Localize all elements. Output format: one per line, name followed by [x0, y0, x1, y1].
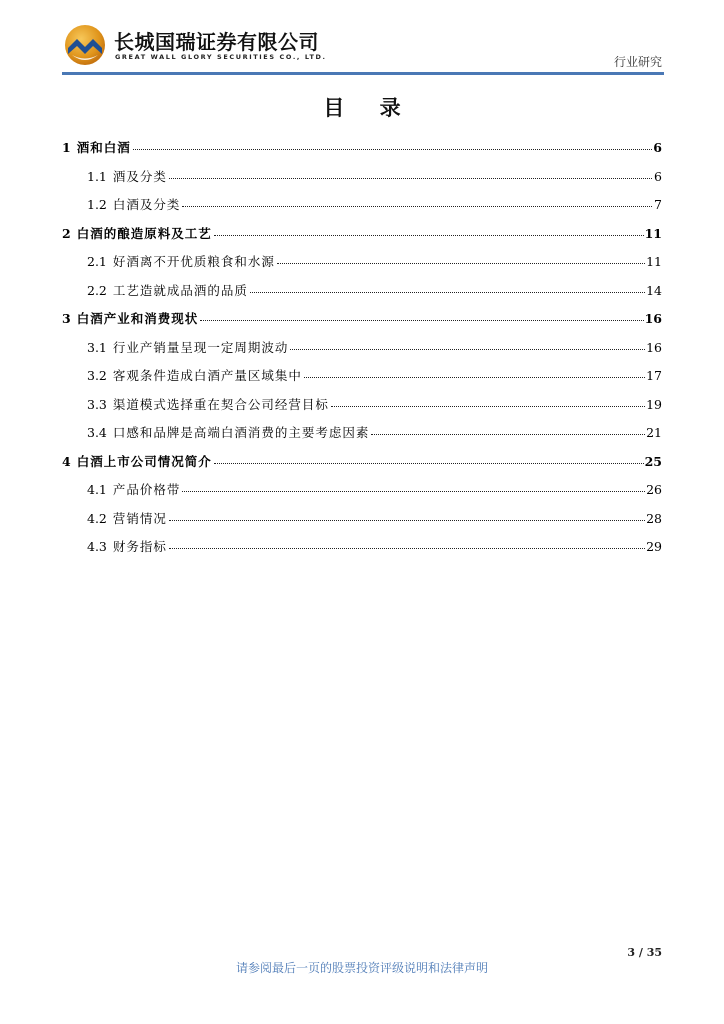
- toc-entry-label: 产品价格带: [112, 482, 181, 497]
- toc-section-entry[interactable]: [62, 509, 662, 538]
- toc-entry-page: 26: [646, 482, 662, 497]
- company-name-en: GREAT WALL GLORY SECURITIES CO., LTD.: [115, 53, 327, 61]
- toc-section-entry[interactable]: [62, 281, 662, 310]
- page-header: [62, 20, 664, 78]
- toc-entry-page: 6: [653, 140, 662, 155]
- report-category: 行业研究: [613, 55, 662, 69]
- toc-entry-label: 白酒产业和消费现状: [76, 311, 199, 326]
- toc-entry-page: 7: [654, 197, 662, 212]
- toc-entry-label: 白酒的酿造原料及工艺: [76, 225, 212, 241]
- toc-entry-page: 21: [646, 425, 662, 440]
- toc-dot-leader: [169, 165, 652, 179]
- toc-dot-leader: [214, 450, 644, 464]
- toc-entry-label: 渠道模式选择重在契合公司经营目标: [112, 396, 329, 412]
- toc-entry-label: 财务指标: [112, 539, 167, 554]
- toc-chapter-entry[interactable]: [62, 452, 662, 481]
- toc-entry-number: 3.2: [87, 368, 107, 383]
- toc-entry-number: 1: [62, 140, 71, 155]
- toc-entry-page: 16: [644, 311, 662, 326]
- toc-chapter-entry[interactable]: [62, 138, 662, 167]
- toc-entry-number: 2.2: [87, 282, 107, 298]
- toc-entry-page: 19: [646, 396, 662, 412]
- company-name-cn: 长城国瑞证券有限公司: [114, 30, 319, 54]
- toc-section-entry[interactable]: [62, 537, 662, 566]
- footer-disclaimer[interactable]: 请参阅最后一页的股票投资评级说明和法律声明: [235, 961, 488, 975]
- toc-entry-number: 3.1: [87, 339, 107, 355]
- toc-entry-number: 3.3: [87, 396, 107, 412]
- toc-entry-page: 11: [646, 254, 662, 269]
- toc-entry-label: 客观条件造成白酒产量区域集中: [112, 368, 302, 383]
- toc-section-entry[interactable]: [62, 167, 662, 196]
- toc-entry-label: 营销情况: [112, 510, 167, 526]
- toc-dot-leader: [371, 421, 645, 435]
- toc-dot-leader: [133, 136, 652, 150]
- toc-dot-leader: [214, 222, 644, 236]
- toc-dot-leader: [182, 478, 645, 492]
- great-wall-glory-logo-icon: [64, 24, 106, 66]
- toc-entry-page: 29: [646, 539, 662, 554]
- toc-dot-leader: [169, 507, 645, 521]
- toc-entry-number: 4: [62, 453, 71, 469]
- toc-chapter-entry[interactable]: [62, 309, 662, 338]
- toc-entry-page: 16: [646, 339, 662, 355]
- toc-section-entry[interactable]: [62, 366, 662, 395]
- toc-entry-label: 行业产销量呈现一定周期波动: [112, 339, 289, 355]
- toc-entry-number: 2.1: [87, 254, 107, 269]
- toc-dot-leader: [182, 193, 652, 207]
- toc-entry-page: 14: [646, 282, 662, 298]
- toc-chapter-entry[interactable]: [62, 224, 662, 253]
- toc-entry-label: 酒和白酒: [76, 140, 131, 155]
- toc-entry-page: 11: [644, 225, 662, 241]
- toc-entry-number: 1.2: [87, 197, 107, 212]
- table-of-contents: [62, 138, 662, 566]
- toc-entry-number: 4.2: [87, 510, 107, 526]
- toc-entry-page: 28: [646, 510, 662, 526]
- toc-entry-label: 好酒离不开优质粮食和水源: [112, 254, 275, 269]
- toc-title: 目 录: [323, 96, 415, 120]
- toc-entry-label: 工艺造就成品酒的品质: [112, 282, 248, 298]
- toc-dot-leader: [331, 393, 645, 407]
- toc-section-entry[interactable]: [62, 252, 662, 281]
- toc-entry-label: 白酒上市公司情况简介: [76, 453, 212, 469]
- toc-dot-leader: [200, 307, 643, 321]
- toc-section-entry[interactable]: [62, 395, 662, 424]
- toc-section-entry[interactable]: [62, 423, 662, 452]
- toc-dot-leader: [304, 364, 645, 378]
- toc-dot-leader: [277, 250, 645, 264]
- header-divider: [62, 72, 664, 75]
- toc-section-entry[interactable]: [62, 195, 662, 224]
- toc-entry-number: 2: [62, 225, 71, 241]
- toc-entry-page: 6: [654, 168, 662, 184]
- toc-dot-leader: [250, 279, 645, 293]
- toc-section-entry[interactable]: [62, 338, 662, 367]
- toc-entry-page: 25: [644, 453, 662, 469]
- toc-entry-number: 3.4: [87, 425, 107, 440]
- toc-entry-number: 1.1: [87, 168, 107, 184]
- toc-entry-number: 4.1: [87, 482, 107, 497]
- toc-entry-label: 酒及分类: [112, 168, 167, 184]
- toc-entry-number: 4.3: [87, 539, 107, 554]
- toc-dot-leader: [169, 535, 645, 549]
- page-number: 3 / 35: [627, 946, 662, 959]
- toc-section-entry[interactable]: [62, 480, 662, 509]
- toc-entry-label: 白酒及分类: [112, 197, 181, 212]
- toc-dot-leader: [290, 336, 645, 350]
- toc-entry-page: 17: [646, 368, 662, 383]
- toc-entry-label: 口感和品牌是高端白酒消费的主要考虑因素: [112, 425, 370, 440]
- toc-entry-number: 3: [62, 311, 71, 326]
